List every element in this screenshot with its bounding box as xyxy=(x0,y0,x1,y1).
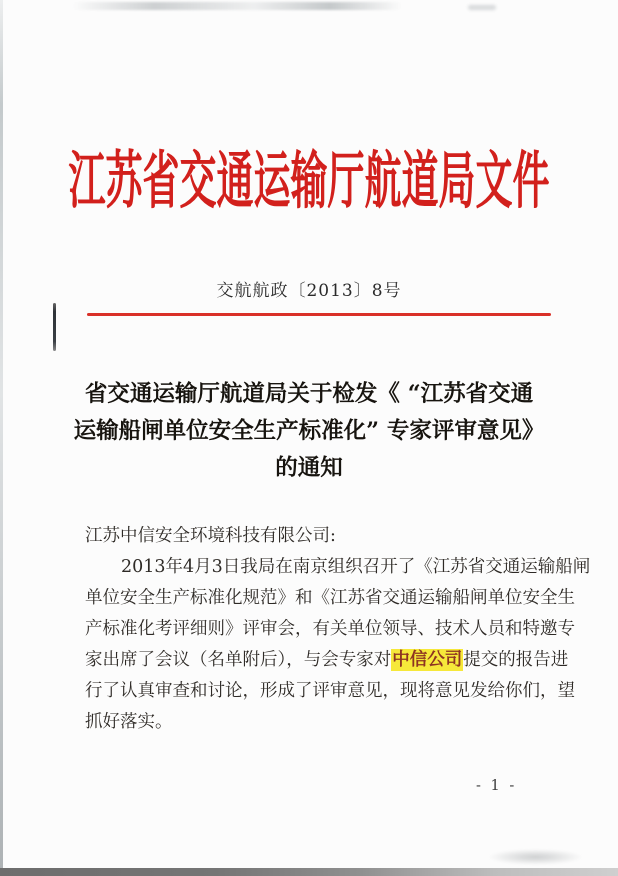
body-text-segment: 2013年4月3日我局在南京组织召开了《江苏省交通运输船闸 xyxy=(121,557,591,577)
doc-number: 交航航政〔2013〕8号 xyxy=(216,281,402,301)
body-text-segment: 抓好落实。 xyxy=(85,712,173,732)
body-text-segment: 单位安全生产标准化规范》和《江苏省交通运输船闸单位安全生 xyxy=(85,588,575,608)
body-text-segment: 提交的报告进 xyxy=(463,650,569,670)
body-line xyxy=(85,645,569,676)
notice-title-line-2: 运输船闸单位安全生产标准化” 专家评审意见》 xyxy=(73,418,545,444)
recipient-salutation: 江苏中信安全环境科技有限公司: xyxy=(85,526,336,546)
red-separator-line xyxy=(87,313,551,316)
notice-title-line-1: 省交通运输厅航道局关于检发《 “江苏省交通 xyxy=(84,381,534,407)
body-line xyxy=(85,707,555,738)
body-line xyxy=(85,676,575,707)
highlighted-text: 中信公司 xyxy=(392,650,463,670)
scan-shadow-bottom xyxy=(0,868,618,876)
notice-title-line-3: 的通知 xyxy=(275,455,343,481)
notice-title xyxy=(0,376,618,487)
body-text-segment: 行了认真审查和讨论，形成了评审意见，现将意见发给你们，望 xyxy=(85,681,575,701)
body-text-segment: 产标准化考评细则》评审会，有关单位领导、技术人员和特邀专 xyxy=(85,619,575,639)
body-line xyxy=(85,614,575,645)
scan-smudge-bottom-right xyxy=(488,849,583,865)
letterhead-title: 江苏省交通运输厅航道局文件 xyxy=(68,144,550,218)
pen-mark xyxy=(53,303,56,351)
body-text-segment: 家出席了会议（名单附后），与会专家对 xyxy=(85,650,392,670)
scan-smudge-top-right xyxy=(468,5,496,10)
scan-smudge-top xyxy=(72,2,402,10)
body-block xyxy=(85,521,591,738)
body-line xyxy=(85,583,575,614)
body-paragraph xyxy=(85,552,591,738)
body-line xyxy=(85,552,591,583)
page-number: - 1 - xyxy=(476,778,517,794)
